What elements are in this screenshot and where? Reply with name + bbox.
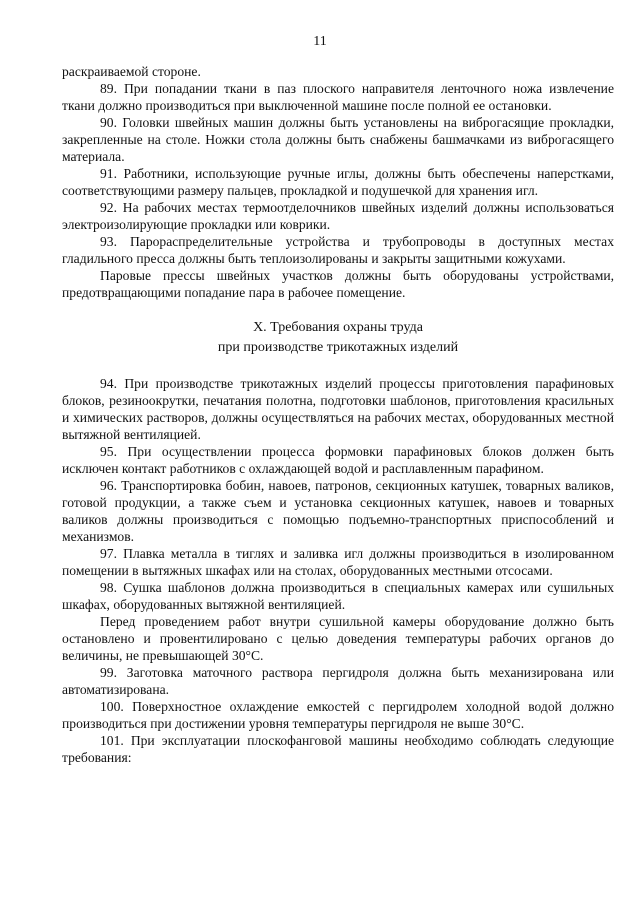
paragraph-98-note: Перед проведением работ внутри сушильной камеры оборудование должно быть остановлено и провентилировано с целью доведения температуры рабочих органов до величины, не превышающей 30°С. xyxy=(62,614,614,663)
section-heading-line1: X. Требования охраны труда xyxy=(253,320,423,335)
paragraph-95: 95. При осуществлении процесса формовки парафиновых блоков должен быть исключен контакт работников с охлаждающей водой и расплавленным парафином. xyxy=(62,444,614,476)
paragraph-100: 100. Поверхностное охлаждение емкостей с пергидролем холодной водой должно производиться при достижении уровня температуры пергидроля не выше 30°С. xyxy=(62,699,614,731)
section-heading xyxy=(62,318,614,358)
section-heading-line2: при производстве трикотажных изделий xyxy=(217,340,459,355)
paragraph-93: 93. Парораспределительные устройства и трубопроводы в доступных местах гладильного пресса должны быть теплоизолированы и закрыты защитными кожухами. xyxy=(62,234,614,266)
paragraph-94: 94. При производстве трикотажных изделий процессы приготовления парафиновых блоков, резиноокрутки, печатания полотна, подготовки шаблонов, приготовления красильных и химических растворов, должны осуществляться на рабочих местах, оборудованных местной вытяжной вентиляцией. xyxy=(62,376,614,442)
paragraph-98: 98. Сушка шаблонов должна производиться в специальных камерах или сушильных шкафах, оборудованных вытяжной вентиляцией. xyxy=(62,580,614,612)
page-number: 11 xyxy=(313,34,327,49)
paragraph-92: 92. На рабочих местах термоотделочников швейных изделий должны использоваться электроизолирующие прокладки или коврики. xyxy=(62,200,614,232)
paragraph-96: 96. Транспортировка бобин, навоев, патронов, секционных катушек, товарных валиков, готовой продукции, а также съем и установка секционных катушек, навоев и товарных валиков должны производиться с помощью подъемно-транспортных приспособлений и механизмов. xyxy=(62,478,614,544)
paragraph-97: 97. Плавка металла в тиглях и заливка игл должны производиться в изолированном помещении в вытяжных шкафах или на столах, оборудованных местными отсосами. xyxy=(62,546,614,578)
paragraph-91: 91. Работники, использующие ручные иглы, должны быть обеспечены наперстками, соответствующими размеру пальцев, прокладкой и подушечкой для хранения игл. xyxy=(62,166,614,198)
document-body xyxy=(62,63,614,766)
paragraph-continuation: раскраиваемой стороне. xyxy=(62,64,201,79)
paragraph-93-note: Паровые прессы швейных участков должны быть оборудованы устройствами, предотвращающими попадание пара в рабочее помещение. xyxy=(62,268,614,300)
paragraph-99: 99. Заготовка маточного раствора пергидроля должна быть механизирована или автоматизирована. xyxy=(62,665,614,697)
paragraph-101: 101. При эксплуатации плоскофанговой машины необходимо соблюдать следующие требования: xyxy=(62,733,614,765)
paragraph-90: 90. Головки швейных машин должны быть установлены на виброгасящие прокладки, закрепленные на столе. Ножки стола должны быть снабжены башмачками из виброгасящего материала. xyxy=(62,115,614,164)
paragraph-89: 89. При попадании ткани в паз плоского направителя ленточного ножа извлечение ткани должно производиться при выключенной машине после полной ее остановки. xyxy=(62,81,614,113)
